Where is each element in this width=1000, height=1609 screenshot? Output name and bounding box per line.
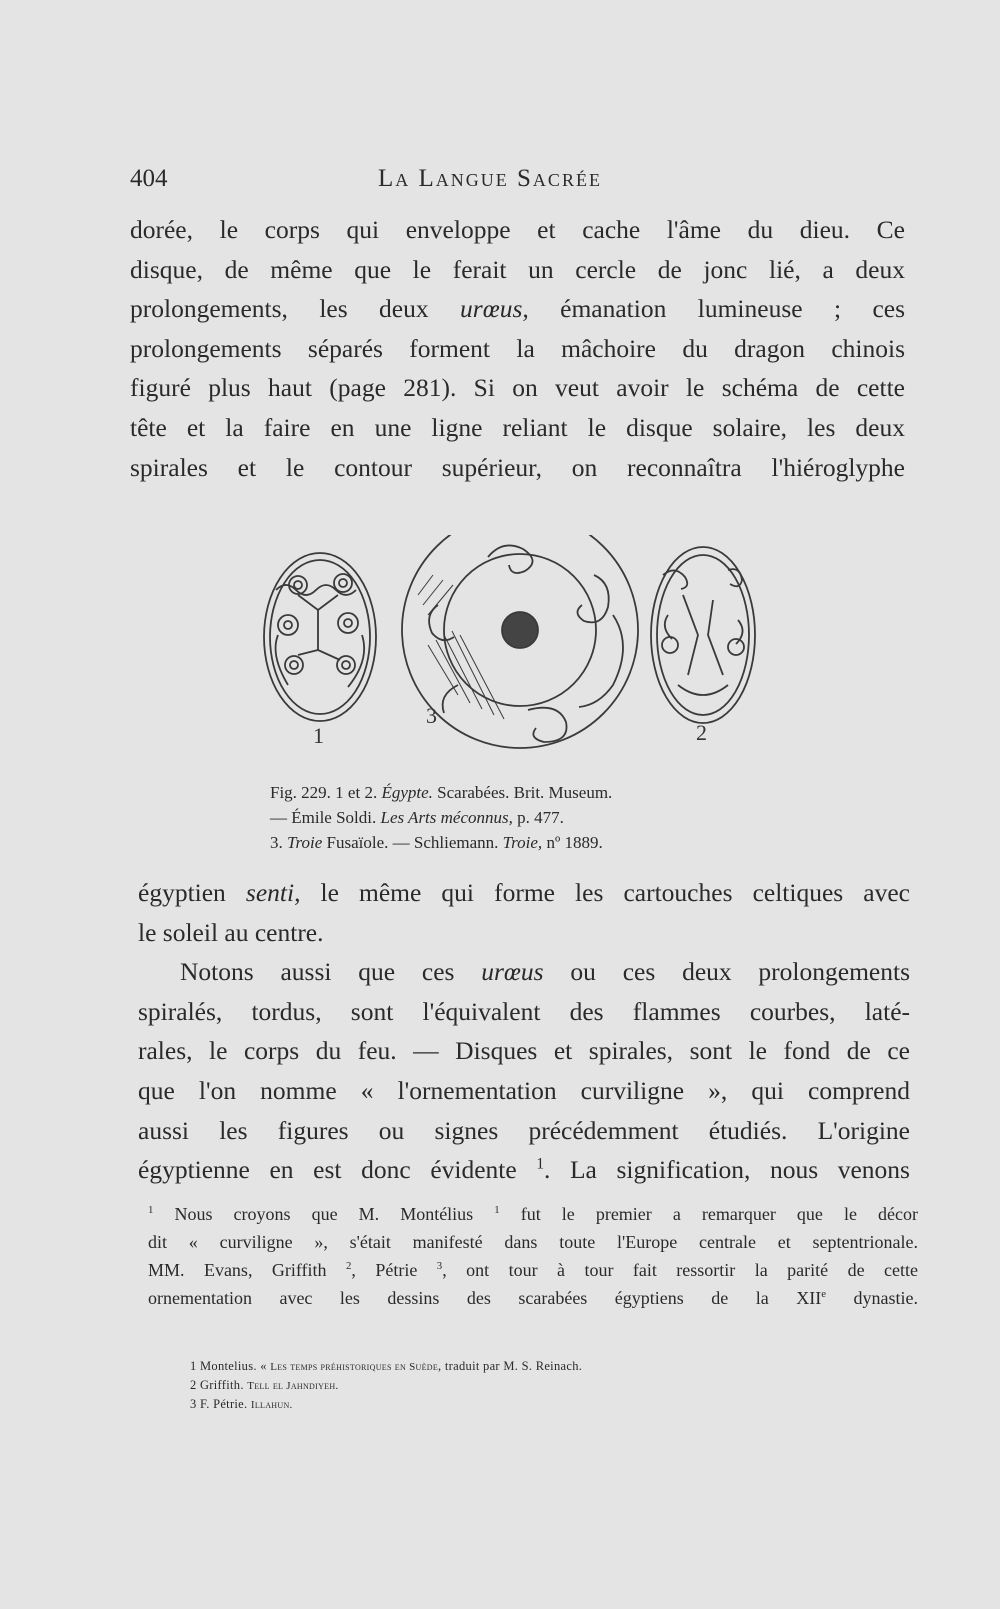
footnote-ref: 2 [346, 1260, 352, 1272]
italic-term: urœus [481, 957, 544, 987]
text-line [138, 952, 910, 992]
caption-fragment: Scarabées. Brit. Museum. [432, 783, 613, 802]
footnote-fragment: Nous croyons que M. Montélius [153, 1204, 495, 1224]
text-fragment: émanation lumineuse ; ces [528, 294, 905, 324]
text-line: dorée, le corps qui enveloppe et cache l'âme du dieu. Ce [130, 215, 905, 244]
footnote-fragment: fut le premier a remarquer que le décor [499, 1204, 918, 1224]
text-line: figuré plus haut (page 281). Si on veut avoir le schéma de cette [130, 373, 905, 403]
figure-label-1: 1 [313, 723, 324, 748]
footnote-ref: 3 [436, 1260, 443, 1272]
footnote-fragment: MM. Evans, Griffith [148, 1260, 346, 1280]
sub-footnotes [190, 1357, 582, 1414]
superscript: e [821, 1288, 827, 1300]
text-fragment: . La signification, nous venons [543, 1155, 910, 1185]
subnote-smallcaps: Les temps préhistoriques en Suède [270, 1361, 439, 1373]
paragraph-top [130, 210, 905, 487]
text-line: tête et la faire en une ligne reliant le disque solaire, les deux [130, 412, 905, 442]
text-fragment: égyptienne en est donc évidente [138, 1155, 537, 1185]
subnote-fragment: , traduit par M. S. Reinach. [438, 1359, 583, 1373]
text-line [138, 873, 910, 913]
figure-caption [270, 780, 810, 855]
footnote-ref: 1 [536, 1155, 544, 1173]
text-line [138, 1150, 910, 1190]
subnote-fragment: 1 Montelius. « [190, 1359, 271, 1373]
page-header [130, 165, 890, 205]
subnote-fragment: 3 F. Pétrie. [190, 1397, 251, 1411]
caption-fragment: p. 477. [512, 808, 564, 827]
text-fragment: égyptien [138, 878, 246, 907]
caption-fragment: — Émile Soldi. [270, 808, 381, 827]
page-number: 404 [130, 165, 168, 192]
caption-fragment: 3. [270, 833, 287, 852]
caption-italic: Les Arts méconnus, [380, 808, 513, 827]
text-line: disque, de même que le ferait un cercle de jonc lié, a deux [130, 254, 905, 284]
footnote-marker: 1 [148, 1204, 154, 1216]
caption-line [270, 830, 810, 855]
text-line: aussi les figures ou signes précédemment étudiés. L'origine [138, 1115, 910, 1145]
footnote-line [148, 1200, 918, 1228]
footnote [148, 1200, 918, 1312]
text-line: spiralés, tordus, sont l'équivalent des flammes courbes, laté- [138, 996, 910, 1026]
caption-italic: Égypte. [381, 783, 433, 802]
text-line: spirales et le contour supérieur, on reconnaîtra l'hiéroglyphe [130, 452, 905, 482]
figure-label-3: 3 [426, 703, 437, 728]
sub-footnote-2 [190, 1376, 582, 1395]
figure-illustration [258, 535, 778, 765]
text-fragment: Notons aussi que ces [180, 957, 482, 987]
footnote-fragment: , Pétrie [351, 1260, 437, 1280]
fusaiole-3-drawing [402, 535, 638, 748]
footnote-fragment: ornementation avec les dessins des scarabées égyptiens de la XII [148, 1288, 822, 1308]
caption-fragment: nº 1889. [542, 833, 603, 852]
text-line: rales, le corps du feu. — Disques et spirales, sont le fond de ce [138, 1036, 910, 1066]
text-fragment: le même qui forme les cartouches celtiques avec [300, 878, 910, 907]
subnote-smallcaps: Tell el Jahndiyeh. [247, 1380, 339, 1392]
caption-italic: Troie [287, 833, 323, 852]
footnote-ref: 1 [494, 1204, 500, 1216]
subnote-fragment: 2 Griffith. [190, 1378, 248, 1392]
footnote-line [148, 1284, 918, 1312]
text-fragment: prolongements, les deux [130, 294, 461, 324]
caption-line [270, 805, 810, 830]
text-line [130, 289, 905, 329]
sub-footnote-1 [190, 1357, 582, 1376]
text-line: prolongements séparés forment la mâchoire du dragon chinois [130, 333, 905, 363]
caption-italic: Troie, [502, 833, 543, 852]
shading-hatch [418, 575, 504, 719]
footnote-fragment: dynastie. [826, 1288, 918, 1308]
italic-term: senti, [245, 878, 301, 907]
subnote-smallcaps: Illahun. [250, 1399, 293, 1411]
text-line: le soleil au centre. [138, 917, 324, 947]
caption-fragment: Fusaïole. — Schliemann. [322, 833, 503, 852]
sub-footnote-3 [190, 1395, 582, 1414]
footnote-line: dit « curviligne », s'était manifesté dans toute l'Europe centrale et septentrionale. [148, 1232, 918, 1252]
footnote-line [148, 1256, 918, 1284]
italic-term: urœus, [460, 294, 529, 324]
paragraph-bottom [138, 873, 910, 1190]
caption-line [270, 780, 810, 805]
caption-fragment: Fig. 229. 1 et 2. [270, 783, 382, 802]
running-title: La Langue Sacrée [378, 165, 602, 192]
footnote-fragment: , ont tour à tour fait ressortir la parité de cette [442, 1260, 918, 1280]
scarab-1-drawing [264, 553, 376, 721]
figure-label-2: 2 [696, 720, 707, 745]
scarab-2-drawing [651, 547, 755, 723]
text-line: que l'on nomme « l'ornementation curviligne », qui comprend [138, 1075, 910, 1105]
text-fragment: ou ces deux prolongements [543, 957, 910, 987]
